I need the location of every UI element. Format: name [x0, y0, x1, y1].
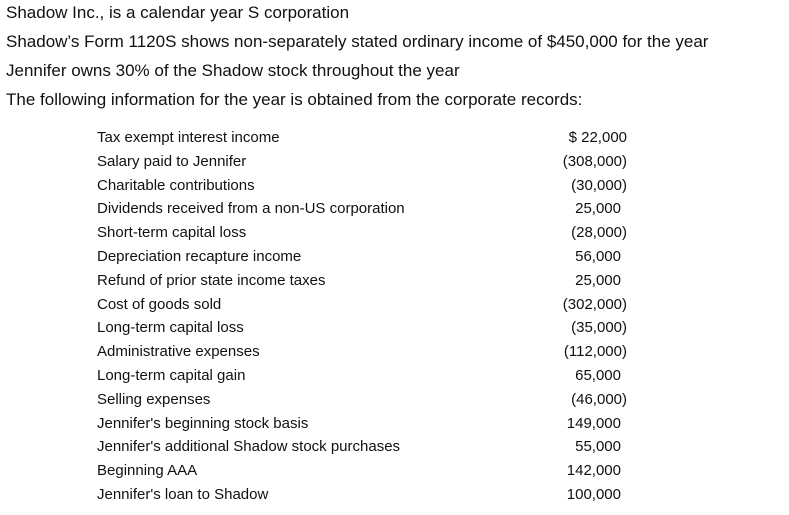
item-amount: 142,000 [566, 462, 621, 480]
item-amount: 65,000 [575, 366, 621, 384]
list-item [97, 318, 637, 342]
item-label: Jennifer's additional Shadow stock purchases [97, 438, 401, 456]
list-item [97, 199, 637, 223]
list-item [97, 247, 637, 271]
item-label: Depreciation recapture income [97, 247, 302, 265]
item-label: Charitable contributions [97, 176, 255, 194]
item-amount: 25,000 [575, 271, 621, 289]
item-amount: 100,000 [566, 485, 621, 503]
list-item [97, 223, 637, 247]
list-item [97, 366, 637, 390]
item-amount: (112,000) [563, 343, 627, 361]
item-amount: (28,000) [571, 224, 627, 242]
item-amount: $ 22,000 [568, 129, 627, 146]
intro-line-3: Jennifer owns 30% of the Shadow stock throughout the year [6, 61, 460, 80]
item-amount: 56,000 [575, 247, 621, 265]
list-item [97, 176, 637, 200]
item-amount: 149,000 [566, 414, 621, 432]
list-item [97, 152, 637, 176]
item-label: Tax exempt interest income [97, 129, 280, 146]
list-item [97, 485, 637, 509]
item-amount: (35,000) [571, 319, 627, 337]
item-label: Short-term capital loss [97, 224, 247, 242]
item-label: Beginning AAA [97, 462, 198, 480]
intro-line-2: Shadow’s Form 1120S shows non-separately stated ordinary income of $450,000 for the year [6, 32, 709, 51]
item-amount: (46,000) [571, 390, 627, 408]
item-label: Dividends received from a non-US corporation [97, 200, 405, 218]
item-amount: (30,000) [571, 176, 627, 194]
item-label: Long-term capital gain [97, 366, 246, 384]
item-amount: 25,000 [575, 200, 621, 218]
item-amount: 55,000 [575, 438, 621, 456]
list-item [97, 128, 637, 152]
list-item [97, 437, 637, 461]
item-amount: (308,000) [562, 152, 627, 170]
intro-line-1: Shadow Inc., is a calendar year S corporation [6, 3, 350, 22]
item-label: Refund of prior state income taxes [97, 271, 326, 289]
item-label: Jennifer's loan to Shadow [97, 485, 269, 503]
item-label: Salary paid to Jennifer [97, 152, 247, 170]
list-item [97, 390, 637, 414]
item-label: Cost of goods sold [97, 295, 222, 313]
list-item [97, 342, 637, 366]
corporate-records-list [97, 128, 637, 509]
item-label: Selling expenses [97, 390, 211, 408]
list-item [97, 414, 637, 438]
list-item [97, 271, 637, 295]
item-label: Jennifer's beginning stock basis [97, 414, 309, 432]
list-item [97, 461, 637, 485]
item-label: Long-term capital loss [97, 319, 244, 337]
list-item [97, 295, 637, 319]
item-label: Administrative expenses [97, 343, 260, 361]
item-amount: (302,000) [562, 295, 627, 313]
intro-line-4: The following information for the year is obtained from the corporate records: [6, 90, 583, 109]
